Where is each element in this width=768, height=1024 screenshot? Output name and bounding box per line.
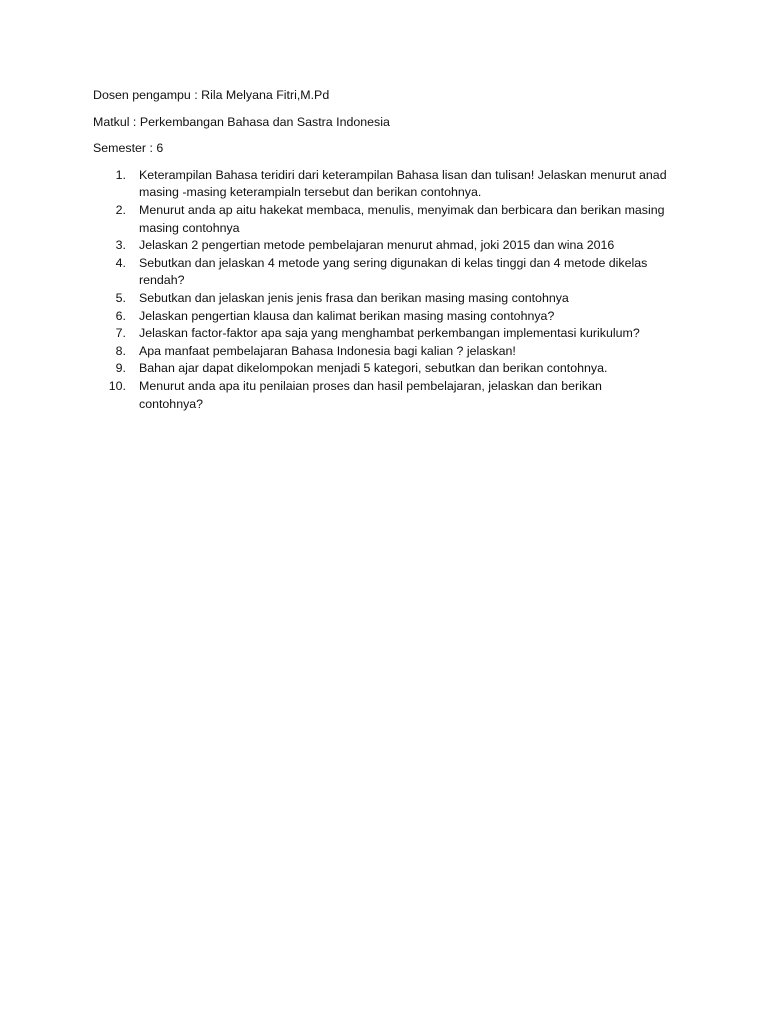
question-item xyxy=(93,290,669,308)
lecturer-line: Dosen pengampu : Rila Melyana Fitri,M.Pd xyxy=(93,88,330,102)
question-item xyxy=(93,202,669,237)
question-text: Sebutkan dan jelaskan 4 metode yang sering digunakan di kelas tinggi dan 4 metode dikelas rendah? xyxy=(139,255,648,288)
question-item xyxy=(93,308,669,326)
question-number: 9. xyxy=(115,361,126,376)
question-number: 6. xyxy=(115,308,126,323)
question-number: 8. xyxy=(115,343,126,358)
question-item xyxy=(93,360,669,378)
question-text: Jelaskan 2 pengertian metode pembelajaran menurut ahmad, joki 2015 dan wina 2016 xyxy=(139,238,615,253)
question-item xyxy=(93,343,669,361)
question-number: 4. xyxy=(115,255,126,270)
question-text: Menurut anda ap aitu hakekat membaca, menulis, menyimak dan berbicara dan berikan masing masing contohnya xyxy=(139,202,665,235)
question-item xyxy=(93,325,669,343)
semester-line: Semester : 6 xyxy=(93,141,164,156)
question-text: Menurut anda apa itu penilaian proses dan hasil pembelajaran, jelaskan dan berikan contohnya? xyxy=(139,378,602,411)
question-item xyxy=(93,255,669,290)
question-text: Sebutkan dan jelaskan jenis jenis frasa dan berikan masing masing contohnya xyxy=(139,290,569,305)
question-item xyxy=(93,237,669,255)
question-number: 1. xyxy=(115,167,126,182)
document-body xyxy=(93,87,683,413)
course-line: Matkul : Perkembangan Bahasa dan Sastra Indonesia xyxy=(93,114,390,129)
question-number: 5. xyxy=(115,290,126,305)
question-text: Jelaskan pengertian klausa dan kalimat berikan masing masing contohnya? xyxy=(139,308,555,323)
question-number: 7. xyxy=(115,326,126,341)
question-number: 2. xyxy=(115,202,126,217)
question-text: Keterampilan Bahasa teridiri dari keterampilan Bahasa lisan dan tulisan! Jelaskan menurut anad masing -masing keterampialn tersebut dan berikan contohnya. xyxy=(139,167,667,200)
question-text: Jelaskan factor-faktor apa saja yang menghambat perkembangan implementasi kurikulum? xyxy=(139,326,640,341)
question-number: 10. xyxy=(108,378,126,393)
question-number: 3. xyxy=(115,238,126,253)
question-text: Bahan ajar dapat dikelompokan menjadi 5 kategori, sebutkan dan berikan contohnya. xyxy=(139,361,608,376)
question-item xyxy=(93,167,669,202)
question-item xyxy=(93,378,669,413)
question-text: Apa manfaat pembelajaran Bahasa Indonesia bagi kalian ? jelaskan! xyxy=(139,343,516,358)
question-list xyxy=(93,167,683,413)
